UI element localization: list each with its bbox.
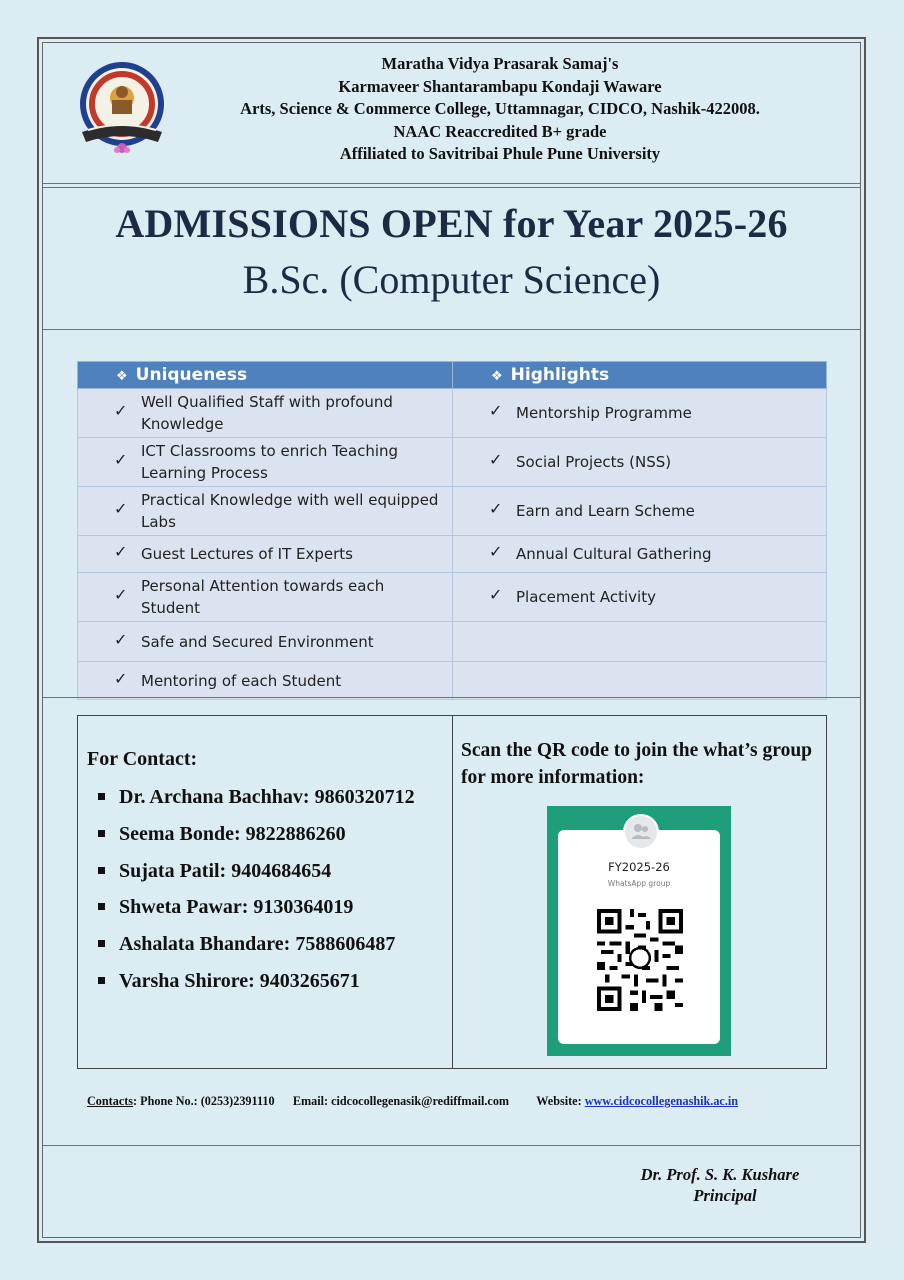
header-line-5: Affiliated to Savitribai Phule Pune University (339, 144, 661, 163)
signature-block (600, 1164, 840, 1206)
check-icon: ✓ (489, 499, 503, 519)
contact-text: Ashalata Bhandare: 7588606487 (119, 933, 396, 956)
uniqueness-cell (78, 662, 453, 700)
highlight-item: Mentorship Programme (516, 404, 692, 422)
header-line-1: Maratha Vidya Prasarak Samaj's (381, 54, 619, 73)
website-link[interactable]: www.cidcocollegenashik.ac.in (584, 1094, 739, 1108)
check-icon: ✓ (114, 450, 128, 470)
uniqueness-cell (78, 438, 453, 487)
rule-top-2 (43, 187, 860, 188)
highlight-cell (453, 573, 827, 622)
contact-item (98, 931, 415, 968)
contact-list (98, 784, 415, 1005)
contact-text: Dr. Archana Bachhav: 9860320712 (119, 786, 415, 808)
highlights-header-label: Highlights (510, 365, 610, 385)
header-line-4: NAAC Reaccredited B+ grade (393, 121, 607, 141)
check-icon: ✓ (114, 499, 128, 519)
uniqueness-header-label: Uniqueness (135, 365, 248, 385)
bullet-icon (98, 903, 105, 910)
table-row (78, 438, 827, 487)
contact-text: Sujata Patil: 9404684654 (119, 859, 332, 882)
page-title: ADMISSIONS OPEN for Year 2025-26 (115, 201, 788, 246)
college-logo (72, 58, 172, 158)
diamond-icon: ❖ (116, 369, 128, 384)
uniqueness-cell (78, 573, 453, 622)
contact-item (98, 784, 415, 821)
highlights-header (453, 362, 827, 389)
bullet-icon (98, 830, 105, 837)
highlight-item: Placement Activity (516, 588, 656, 606)
highlight-cell (453, 536, 827, 573)
contact-item (98, 821, 415, 858)
uniqueness-item: Well Qualified Staff with profound Knowledge (141, 393, 393, 433)
table-row (78, 487, 827, 536)
uniqueness-item: ICT Classrooms to enrich Teaching Learning Process (141, 442, 399, 482)
table-row (78, 389, 827, 438)
contact-text: Varsha Shirore: 9403265671 (119, 969, 360, 992)
contacts-label: Contacts (87, 1094, 134, 1108)
course-subtitle: B.Sc. (Computer Science) (242, 257, 661, 302)
highlight-item: Annual Cultural Gathering (516, 545, 712, 563)
uniqueness-cell (78, 536, 453, 573)
empty-cell (453, 662, 827, 700)
qr-instruction: Scan the QR code to join the what’s group for more information: (461, 740, 813, 788)
highlight-cell (453, 487, 827, 536)
bullet-icon (98, 940, 105, 947)
highlight-item: Earn and Learn Scheme (516, 502, 695, 520)
contact-item (98, 968, 415, 1005)
rule-mid-2 (43, 697, 860, 698)
uniqueness-cell (78, 389, 453, 438)
bullet-icon (98, 867, 105, 874)
table-row (78, 573, 827, 622)
rule-top-1 (43, 183, 860, 184)
contact-text: Seema Bonde: 9822886260 (119, 822, 346, 845)
uniqueness-item: Personal Attention towards each Student (141, 577, 385, 617)
footer-contact-line (87, 1094, 738, 1109)
check-icon: ✓ (114, 401, 128, 421)
check-icon: ✓ (114, 629, 128, 649)
diamond-icon: ❖ (491, 369, 503, 384)
header-line-3: Arts, Science & Commerce College, Uttamnagar, CIDCO, Nashik-422008. (240, 99, 760, 118)
bullet-icon (98, 793, 105, 800)
table-header-row (78, 362, 827, 389)
contact-item (98, 894, 415, 931)
uniqueness-item: Mentoring of each Student (141, 671, 342, 690)
uniqueness-item: Guest Lectures of IT Experts (141, 545, 353, 563)
check-icon: ✓ (114, 585, 128, 605)
footer-email: Email: cidcocollegenasik@rediffmail.com (292, 1094, 510, 1108)
check-icon: ✓ (489, 585, 503, 605)
rule-mid-1 (43, 329, 860, 330)
contact-divider (452, 715, 453, 1069)
college-header (190, 53, 810, 166)
bullet-icon (98, 977, 105, 984)
table-row (78, 622, 827, 662)
qr-group-type: WhatsApp group (607, 879, 671, 888)
contact-item (98, 858, 415, 895)
footer-phone: : Phone No.: (0253)2391110 (133, 1094, 275, 1108)
uniqueness-cell (78, 622, 453, 662)
qr-code[interactable] (597, 908, 683, 1012)
rule-bottom (43, 1145, 860, 1146)
website-label: Website: (536, 1094, 582, 1108)
features-table (77, 361, 827, 700)
check-icon: ✓ (489, 542, 503, 562)
uniqueness-item: Practical Knowledge with well equipped Labs (141, 491, 439, 531)
group-avatar-icon (623, 814, 659, 850)
check-icon: ✓ (489, 401, 503, 421)
uniqueness-item: Safe and Secured Environment (141, 632, 374, 651)
principal-name: Dr. Prof. S. K. Kushare (640, 1165, 800, 1184)
highlight-cell (453, 438, 827, 487)
check-icon: ✓ (114, 668, 128, 688)
check-icon: ✓ (489, 450, 503, 470)
check-icon: ✓ (114, 542, 128, 562)
uniqueness-cell (78, 487, 453, 536)
uniqueness-header (78, 362, 453, 389)
highlight-cell (453, 389, 827, 438)
contact-text: Shweta Pawar: 9130364019 (119, 896, 354, 919)
table-row (78, 662, 827, 700)
empty-cell (453, 622, 827, 662)
principal-designation: Principal (693, 1186, 757, 1205)
highlight-item: Social Projects (NSS) (516, 453, 672, 471)
qr-group-name: FY2025-26 (608, 860, 670, 874)
table-row (78, 536, 827, 573)
header-line-2: Karmaveer Shantarambapu Kondaji Waware (338, 76, 662, 96)
contact-heading: For Contact: (87, 748, 198, 770)
